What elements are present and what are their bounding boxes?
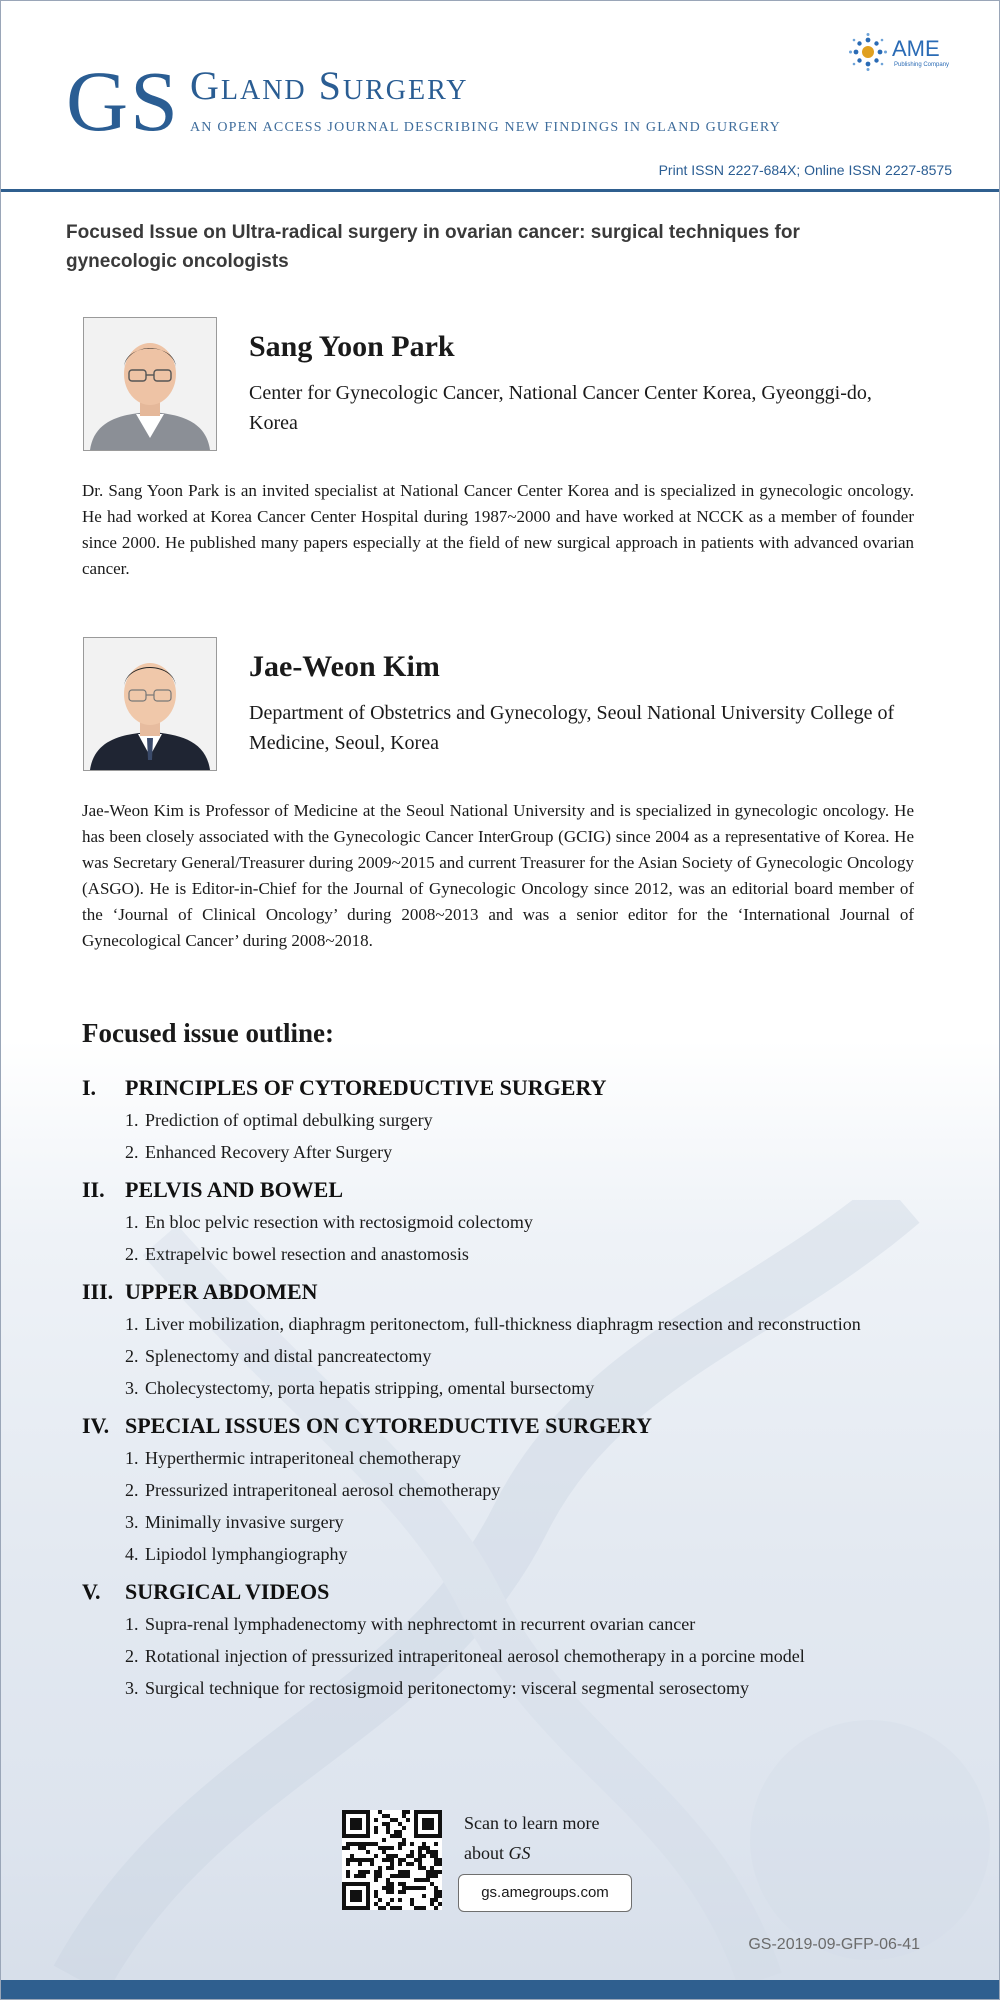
scan-caption <box>464 1808 599 1868</box>
outline-item-number: 1. <box>125 1110 139 1130</box>
outline-section-title: PELVIS AND BOWEL <box>125 1177 344 1202</box>
outline-section-number: III. <box>82 1279 114 1304</box>
outline-list <box>82 1072 922 1710</box>
ame-publisher-logo <box>848 32 958 72</box>
outline-section-number: II. <box>82 1177 105 1202</box>
outline-section-heading <box>82 1174 922 1206</box>
outline-item <box>125 1474 922 1506</box>
outline-section <box>82 1174 922 1270</box>
outline-item-number: 1. <box>125 1212 139 1232</box>
outline-item-text: Cholecystectomy, porta hepatis stripping, omental bursectomy <box>145 1378 595 1398</box>
outline-section-number: V. <box>82 1579 101 1604</box>
outline-item <box>125 1308 922 1340</box>
outline-item-text: Pressurized intraperitoneal aerosol chemotherapy <box>145 1480 501 1500</box>
outline-item-text: Splenectomy and distal pancreatectomy <box>145 1346 432 1366</box>
outline-item-number: 2. <box>125 1244 139 1264</box>
outline-item <box>125 1104 922 1136</box>
outline-item-text: Minimally invasive surgery <box>145 1512 344 1532</box>
outline-item-text: Liver mobilization, diaphragm peritonectom, full-thickness diaphragm resection and reconstruction <box>145 1314 861 1334</box>
outline-item-number: 3. <box>125 1378 139 1398</box>
outline-item-number: 3. <box>125 1678 139 1698</box>
outline-section <box>82 1276 922 1404</box>
editor-affiliation: Department of Obstetrics and Gynecology, Seoul National University College of Medicine, Seoul, Korea <box>249 702 895 754</box>
outline-item-number: 2. <box>125 1480 139 1500</box>
outline-item-number: 1. <box>125 1614 139 1634</box>
outline-item-text: Supra-renal lymphadenectomy with nephrectomt in recurrent ovarian cancer <box>145 1614 696 1634</box>
ame-dots-icon <box>848 32 888 72</box>
journal-url-link[interactable]: gs.amegroups.com <box>458 1874 632 1912</box>
outline-section-title: SPECIAL ISSUES ON CYTOREDUCTIVE SURGERY <box>125 1413 652 1438</box>
outline-item-number: 3. <box>125 1512 139 1532</box>
journal-tagline: AN OPEN ACCESS JOURNAL DESCRIBING NEW FINDINGS IN GLAND GURGERY <box>190 120 781 135</box>
editor-name: Sang Yoon Park <box>249 330 455 363</box>
outline-section <box>82 1576 922 1704</box>
editor-photo-sang-yoon-park <box>83 317 217 451</box>
outline-item <box>125 1206 922 1238</box>
outline-item-number: 2. <box>125 1346 139 1366</box>
outline-item <box>125 1608 922 1640</box>
editor-name: Jae-Weon Kim <box>249 650 440 683</box>
outline-heading: Focused issue outline: <box>82 1018 335 1048</box>
outline-item-text: Rotational injection of pressurized intraperitoneal aerosol chemotherapy in a porcine model <box>145 1646 805 1666</box>
outline-item <box>125 1340 922 1372</box>
outline-item <box>125 1672 922 1704</box>
outline-section <box>82 1410 922 1570</box>
outline-item-text: Surgical technique for rectosigmoid peritonectomy: visceral segmental serosectomy <box>145 1678 749 1698</box>
outline-item <box>125 1506 922 1538</box>
editor-bio: Jae-Weon Kim is Professor of Medicine at the Seoul National University and is specialized in gynecologic oncology. He has been closely associated with the Gynecologic Cancer InterGroup (GCIG) since 2004 as a representative of Korea. He was Secretary General/Treasurer during 2009~2015 and current Treasurer for the Asian Society of Gynecologic Oncology (ASGO). He is Editor-in-Chief for the Journal of Gynecologic Oncology since 2012, was an editorial board member of the ‘Journal of Clinical Oncology’ during 2008~2013 and was a senior editor for the ‘International Journal of Gynecological Cancer’ during 2008~2018. <box>82 801 914 950</box>
editor-photo-jae-weon-kim <box>83 637 217 771</box>
outline-item-text: Hyperthermic intraperitoneal chemotherapy <box>145 1448 461 1468</box>
portrait-icon <box>84 318 216 450</box>
outline-item-text: En bloc pelvic resection with rectosigmoid colectomy <box>145 1212 533 1232</box>
outline-section-title: UPPER ABDOMEN <box>125 1279 318 1304</box>
outline-section-heading <box>82 1410 922 1442</box>
journal-title: Gland Surgery <box>190 63 469 108</box>
editor-affiliation: Center for Gynecologic Cancer, National Cancer Center Korea, Gyeonggi-do, Korea <box>249 382 872 434</box>
scan-caption-journal: GS <box>508 1843 531 1863</box>
outline-item-text: Prediction of optimal debulking surgery <box>145 1110 433 1130</box>
outline-item <box>125 1640 922 1672</box>
outline-item <box>125 1442 922 1474</box>
outline-section-title: SURGICAL VIDEOS <box>125 1579 330 1604</box>
outline-section <box>82 1072 922 1168</box>
outline-item <box>125 1238 922 1270</box>
outline-item <box>125 1372 922 1404</box>
outline-section-number: IV. <box>82 1413 110 1438</box>
outline-section-heading <box>82 1072 922 1104</box>
ame-logo-text: AME <box>892 36 940 61</box>
outline-item-number: 1. <box>125 1314 139 1334</box>
footer-bar <box>0 1980 1000 2000</box>
outline-item <box>125 1136 922 1168</box>
issue-title: Focused Issue on Ultra-radical surgery in ovarian cancer: surgical techniques for gynecologic oncologists <box>66 222 800 272</box>
outline-section-heading <box>82 1576 922 1608</box>
editor-bio: Dr. Sang Yoon Park is an invited specialist at National Cancer Center Korea and is specialized in gynecologic oncology. He had worked at Korea Cancer Center Hospital during 1987~2000 and have worked at NCCK as a member of founder since 2000. He published many papers especially at the field of new surgical approach in patients with advanced ovarian cancer. <box>82 481 914 578</box>
qr-code-icon <box>342 1810 442 1910</box>
outline-item-number: 2. <box>125 1142 139 1162</box>
outline-item-text: Enhanced Recovery After Surgery <box>145 1142 393 1162</box>
scan-caption-prefix: about <box>464 1843 509 1863</box>
outline-section-title: PRINCIPLES OF CYTOREDUCTIVE SURGERY <box>125 1075 607 1100</box>
outline-item-number: 4. <box>125 1544 139 1564</box>
journal-logo-abbr: GS <box>66 53 180 149</box>
outline-section-heading <box>82 1276 922 1308</box>
flyer-code: GS-2019-09-GFP-06-41 <box>748 1936 920 1953</box>
scan-caption-line2 <box>464 1838 599 1868</box>
issn-text: Print ISSN 2227-684X; Online ISSN 2227-8575 <box>658 162 952 178</box>
ame-logo-subtext: Publishing Company <box>894 62 950 68</box>
outline-item-number: 1. <box>125 1448 139 1468</box>
portrait-icon <box>84 638 216 770</box>
journal-header <box>0 0 1000 192</box>
scan-caption-line1: Scan to learn more <box>464 1813 600 1833</box>
outline-item-text: Lipiodol lymphangiography <box>145 1544 348 1564</box>
outline-item <box>125 1538 922 1570</box>
outline-section-number: I. <box>82 1075 97 1100</box>
outline-item-number: 2. <box>125 1646 139 1666</box>
outline-item-text: Extrapelvic bowel resection and anastomosis <box>145 1244 469 1264</box>
